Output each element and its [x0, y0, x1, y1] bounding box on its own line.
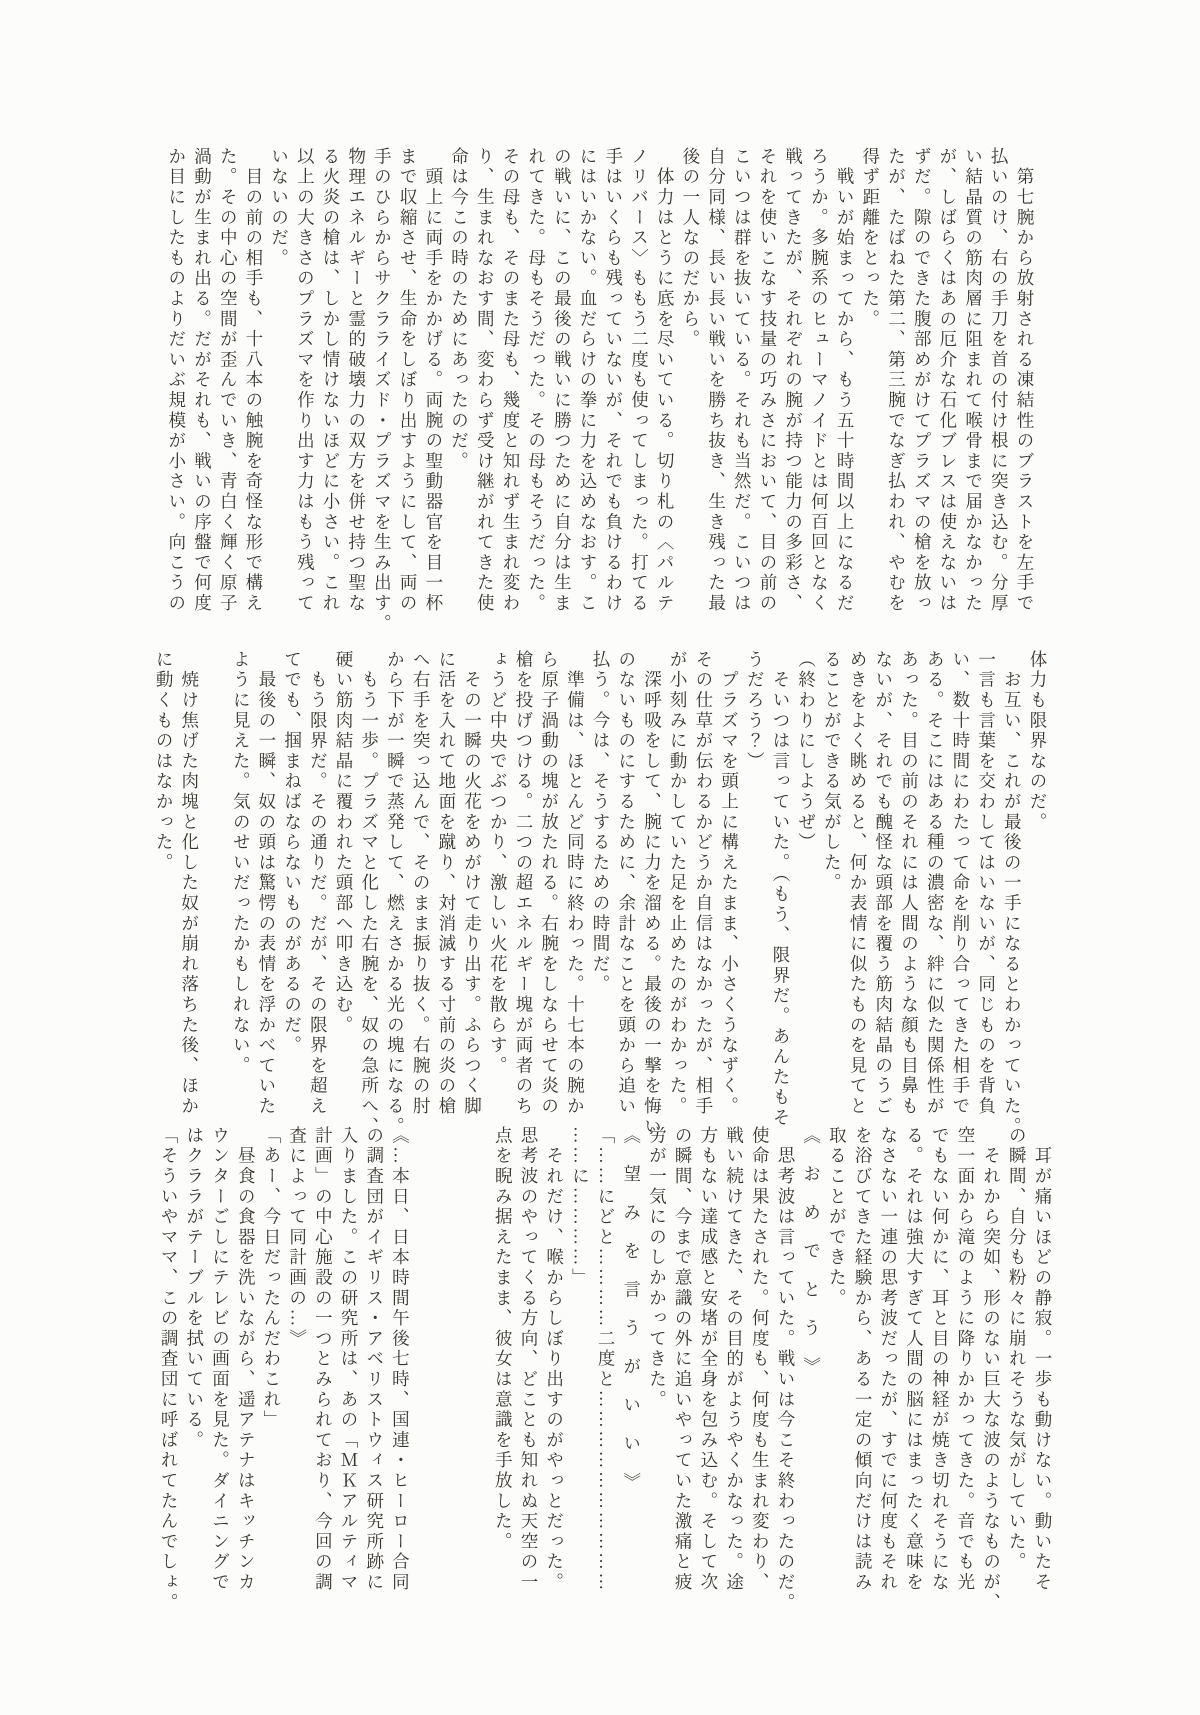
- text-column: めきをよく眺めると、何か表情に似たものを見てと: [848, 650, 869, 1117]
- text-column: うだろう？）: [745, 650, 766, 772]
- text-column: それから突如、形のない巨大な波のようなものが、: [981, 1126, 1002, 1614]
- text-column: 目の前の相手も、十八本の触腕を奇怪な形で構え: [243, 147, 264, 614]
- text-column: ょうど中央でぶつかり、激しい火花を散らす。: [488, 650, 509, 1077]
- text-column: た。その中心の空間が歪んでいき、青白く輝く原子: [218, 147, 239, 614]
- text-band-middle: [150, 650, 1050, 1138]
- text-column: 「あー、今日だったんだわこれ」: [261, 1126, 282, 1431]
- text-column: が小刻みに動かしていた足を止めたのがわかった。: [668, 650, 689, 1117]
- text-column: もう一歩。プラズマと化した右腕を、奴の急所へ、: [359, 650, 380, 1138]
- text-column: 空一面から滝のように降りかかってきた。音でも光: [955, 1126, 976, 1593]
- text-column: のないものにするために、余計なことを頭から追い: [616, 650, 637, 1117]
- text-column: 払う。今は、そうするための時間だ。: [591, 650, 612, 996]
- text-column: そいつは言っていた。（もう、限界だ。あんたもそ: [770, 650, 791, 1129]
- text-column: 第七腕から放射される凍結性のブラストを左手で: [1015, 147, 1035, 614]
- text-column: を浴びてきた経験から、ある一定の傾向だけは読み: [853, 1126, 874, 1593]
- text-column: い結晶質の筋肉層に阻まれて喉骨まで届かなかった: [963, 147, 984, 614]
- text-column: れてきた。母もそうだった。その母もそうだった。: [526, 147, 547, 614]
- text-column: 昼食の食器を洗いながら、遥アテナはキッチンカ: [236, 1126, 257, 1593]
- text-column: はクララがテーブルを拭いている。: [184, 1126, 205, 1451]
- text-column: なさない一連の思考波だったが、すでに何度もそれ: [878, 1126, 899, 1593]
- text-column: の調査団がイギリス・アベリストウィス研究所跡に: [364, 1126, 385, 1593]
- text-column: い、数十時間にわたって命を削り合ってきた相手で: [950, 650, 971, 1117]
- text-column: 後の一人なのだから。: [680, 147, 701, 350]
- text-column: る火炎の槍は、しかし情けないほどに小さい。これ: [321, 147, 342, 614]
- text-column: へ右手を突っ込んで、そのまま振り抜く。右腕の肘: [411, 650, 432, 1117]
- text-column: 《…本日、日本時間午後七時、国連・ヒーロー合同: [390, 1126, 411, 1593]
- text-column: お互い、これが最後の一手になるとわかっていた。: [1002, 650, 1023, 1138]
- text-column: から下が一瞬で蒸発して、燃えさかる光の塊になる。: [385, 650, 406, 1138]
- text-column: 思考波のやってくる方向、どことも知れぬ天空の一: [518, 1126, 539, 1593]
- text-column: 戦ってきたが、それぞれの腕が持つ能力の多彩さ、: [783, 147, 804, 614]
- text-column: 手のひらからサクラライズド・プラズマを生み出す。: [372, 147, 393, 635]
- text-column: その母も、そのまた母も、幾度と知れず生まれ変わ: [500, 147, 521, 614]
- text-column: （終わりにしようぜ）: [796, 650, 817, 853]
- text-column: ずだ。隙のできた腹部めがけてプラズマの槍を放っ: [912, 147, 933, 614]
- text-column: 物理エネルギーと霊的破壊力の双方を併せ持つ聖な: [346, 147, 367, 614]
- text-column: ら原子渦動の塊が放たれる。右腕をしならせて炎の: [539, 650, 560, 1117]
- text-column: 「そういやママ、この調査団に呼ばれてたんでしょ。: [159, 1126, 180, 1614]
- text-column: 自分同様、長い長い戦いを勝ち抜き、生き残った最: [706, 147, 727, 614]
- text-column: に動くものはなかった。: [154, 650, 175, 874]
- text-column: ろうか。多腕系のヒューマノイドとは何百回となく: [809, 147, 830, 614]
- text-column: か目にしたものよりだいぶ規模が小さい。向こうの: [166, 147, 187, 614]
- text-column: その一瞬の火花をめがけて走り出す。ふらつく脚: [462, 650, 483, 1117]
- text-column: それだけ、喉からしぼり出すのがやっとだった。: [544, 1126, 565, 1593]
- text-column: の瞬間、自分も粉々に崩れそうな気がしていた。: [1007, 1126, 1028, 1573]
- text-column: ……に…………」: [570, 1126, 591, 1289]
- text-column: の瞬間、今まで意識の外に追いやっていた激痛と疲: [673, 1126, 694, 1593]
- text-column: 思考波は言っていた。戦いは今こそ終わったのだ。: [775, 1126, 796, 1614]
- text-column: それを使いこなす技量の巧みさにおいて、目の前の: [757, 147, 778, 614]
- text-column: こいつは群を抜いている。それも当然だ。こいつは: [732, 147, 753, 614]
- text-column: 労が一気にのしかかってきた。: [647, 1126, 668, 1411]
- text-column: 方もない達成感と安堵が全身を包み込む。そして次: [698, 1126, 719, 1593]
- text-column: 焼け焦げた肉塊と化した奴が崩れ落ちた後、ほか: [179, 650, 200, 1117]
- text-band-top: [163, 147, 1037, 635]
- text-column: 計画」の中心施設の一つとみられており、今回の調: [313, 1126, 334, 1593]
- text-column: 《おめでとう》: [801, 1126, 822, 1396]
- text-column: まで収縮させ、生命をしぼり出すようにして、両の: [398, 147, 419, 614]
- text-column: 深呼吸をして、腕に力を溜める。最後の一撃を悔い: [642, 650, 663, 1138]
- text-column: てでも、掴まねばならないものがあるのだ。: [282, 650, 303, 1056]
- text-column: もう限界だ。その通りだ。だが、その限界を超え: [308, 650, 329, 1117]
- text-column: あった。目の前のそれには人間のような顔も目鼻も: [899, 650, 920, 1117]
- text-column: ることができる気がした。: [822, 650, 843, 894]
- text-column: プラズマを頭上に構えたまま、小さくうなずく。: [719, 650, 740, 1117]
- blank-column: [202, 650, 228, 1112]
- text-column: る。それは強大すぎて人間の脳にはまったく意味を: [904, 1126, 925, 1593]
- text-column: 得ず距離をとった。: [860, 147, 881, 330]
- text-column: 頭上に両手をかかげる。両腕の聖動器官を目一杯: [423, 147, 444, 614]
- text-column: ないが、それでも醜怪な頭部を覆う筋肉結晶のうご: [873, 650, 894, 1117]
- text-column: 体力も限界なのだ。: [1028, 650, 1048, 833]
- text-column: 渦動が生まれ出る。だがそれも、戦いの序盤で何度: [192, 147, 213, 614]
- text-column: いないのだ。: [269, 147, 290, 269]
- text-column: ウンターごしにテレビの画面を見た。ダイニングで: [210, 1126, 231, 1593]
- text-column: ある。そこにはある種の濃密な、絆に似た関係性が: [925, 650, 946, 1117]
- text-column: 査によって同計画の…》: [287, 1126, 308, 1350]
- text-column: に活を入れて地面を蹴り、対消滅する寸前の炎の槍: [436, 650, 457, 1117]
- text-band-bottom: [155, 1126, 1055, 1612]
- text-column: 耳が痛いほどの静寂。一歩も動けない。動いたそ: [1033, 1126, 1053, 1593]
- text-column: 手はいくらも残っていないが、それでも負けるわけ: [603, 147, 624, 614]
- text-column: 戦い続けてきた、その目的がようやくかなった。途: [724, 1126, 745, 1593]
- text-column: その仕草が伝わるかどうか自信はなかったが、相手: [693, 650, 714, 1117]
- text-column: 準備は、ほとんど同時に終わった。十七本の腕か: [565, 650, 586, 1117]
- text-column: ように見えた。気のせいだったかもしれない。: [231, 650, 252, 1077]
- text-column: 戦いが始まってから、もう五十時間以上になるだ: [835, 147, 856, 614]
- text-column: 点を睨み据えたまま、彼女は意識を手放した。: [493, 1126, 514, 1553]
- text-column: の戦いに、この最後の戦いに勝つために自分は生ま: [552, 147, 573, 614]
- text-column: 使命は果たされた。何度も、何度も生まれ変わり、: [750, 1126, 771, 1593]
- text-column: 最後の一瞬、奴の頭は驚愕の表情を浮かべていた: [256, 650, 277, 1117]
- text-column: り、生まれなおす間、変わらず受け継がれてきた使: [475, 147, 496, 614]
- text-column: 《望みを言うがいい》: [621, 1126, 642, 1511]
- blank-column: [464, 1126, 490, 1612]
- text-column: 硬い筋肉結晶に覆われた頭部へ叩き込む。: [334, 650, 355, 1036]
- blank-column: [438, 1126, 464, 1612]
- text-column: 以上の大きさのプラズマを作り出す力はもう残って: [295, 147, 316, 614]
- text-column: たが、たばねた第二、第三腕でなぎ払われ、やむを: [886, 147, 907, 614]
- text-column: 槍を投げつける。二つの超エネルギー塊が両者のち: [513, 650, 534, 1117]
- text-column: 払いのけ、右の手刀を首の付け根に突き込む。分厚: [989, 147, 1010, 614]
- text-column: が、しばらくはあの厄介な石化ブレスは使えないは: [937, 147, 958, 614]
- text-column: でもない何かに、耳と目の神経が焼き切れそうにな: [930, 1126, 951, 1593]
- text-column: 入りました。この研究所は、あの「ＭＫアルティマ: [339, 1126, 360, 1593]
- text-column: 「……にどと…………二度と…………………………: [596, 1126, 617, 1593]
- text-column: 取ることができた。: [827, 1126, 848, 1309]
- text-column: 体力はとうに底を尽いている。切り札の〈パルテ: [655, 147, 676, 614]
- text-column: ノリバース〉ももう二度も使ってしまった。打てる: [629, 147, 650, 614]
- text-column: 一言も言葉を交わしてはいないが、同じものを背負: [976, 650, 997, 1117]
- text-column: 命は今この時のためにあったのだ。: [449, 147, 470, 472]
- text-column: にはいかない。血だらけの拳に力を込めなおす。こ: [578, 147, 599, 614]
- blank-column: [412, 1126, 438, 1612]
